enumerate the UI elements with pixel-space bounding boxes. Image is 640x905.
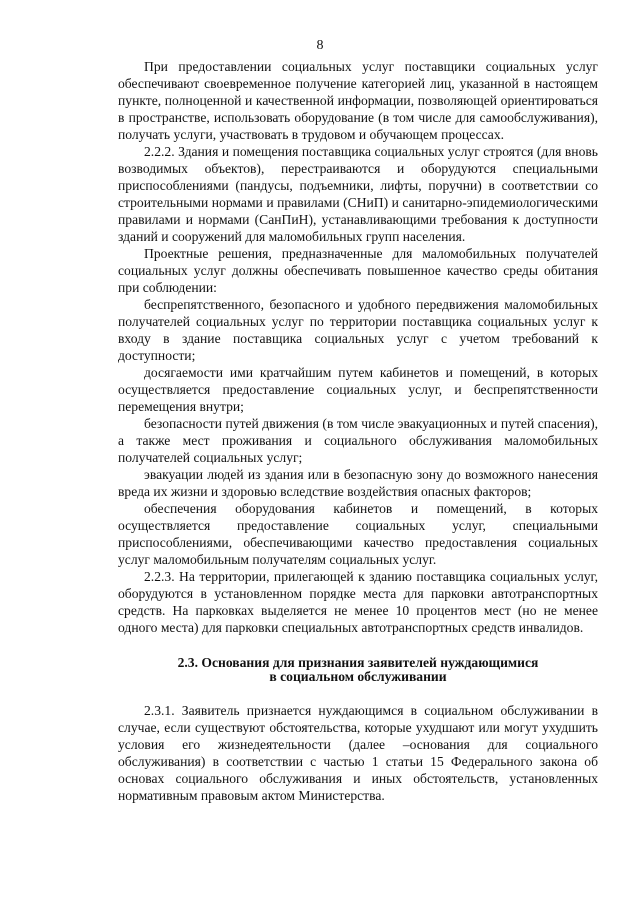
paragraph: безопасности путей движения (в том числе эвакуационных и путей спасения), а также мест проживания и социального обслуживания маломобильных получателей социальных услуг; — [118, 416, 598, 465]
paragraph: При предоставлении социальных услуг поставщики социальных услуг обеспечивают своевременное получение категорией лиц, указанной в настоящем пункте, полноценной и качественной информации, позволяющей ориентироваться в пространстве, использовать оборудование (в том числе для самообслуживания), получать услуги, участвовать в трудовом и обучающем процессах. — [118, 59, 598, 142]
paragraph: обеспечения оборудования кабинетов и помещений, в которых осуществляется предоставление социальных услуг, специальными приспособлениями, обеспечивающими качество предоставления социальных услуг маломобильным получателям социальных услуг. — [118, 501, 598, 567]
section-heading-line-1: 2.3. Основания для признания заявителей нуждающимися — [177, 655, 539, 670]
section-heading — [118, 656, 598, 684]
section-heading-line-2: в социальном обслуживании — [269, 669, 447, 684]
paragraph: 2.2.3. На территории, прилегающей к зданию поставщика социальных услуг, оборудуются в установленном порядке места для парковки автотранспортных средств. На парковках выделяется не менее 10 процентов мест (но не менее одного места) для парковки специальных автотранспортных средств инвалидов. — [118, 569, 598, 635]
paragraph: 2.2.2. Здания и помещения поставщика социальных услуг строятся (для вновь возводимых объектов), перестраиваются и оборудуются специальными приспособлениями (пандусы, подъемники, лифты, поручни) в соответствии со строительными нормами и правилами (СНиП) и санитарно-эпидемиологическими правилами и нормами (СанПиН), устанавливающими требования к доступности зданий и сооружений для маломобильных групп населения. — [118, 144, 598, 244]
paragraph: Проектные решения, предназначенные для маломобильных получателей социальных услуг должны обеспечивать повышенное качество среды обитания при соблюдении: — [118, 246, 598, 295]
paragraph: досягаемости ими кратчайшим путем кабинетов и помещений, в которых осуществляется предоставление социальных услуг, и беспрепятственности перемещения внутри; — [118, 365, 598, 414]
page-number: 8 — [316, 38, 324, 53]
paragraph: эвакуации людей из здания или в безопасную зону до возможного нанесения вреда их жизни и здоровью вследствие воздействия опасных факторов; — [118, 467, 598, 499]
document-body — [118, 58, 598, 804]
paragraph: 2.3.1. Заявитель признается нуждающимся в социальном обслуживании в случае, если существуют обстоятельства, которые ухудшают или могут ухудшить условия его жизнедеятельности (далее –основания для социального обслуживания) в соответствии с частью 1 статьи 15 Федерального закона об основах социального обслуживания и иных обстоятельств, установленных нормативным правовым актом Министерства. — [118, 703, 598, 803]
paragraph: беспрепятственного, безопасного и удобного передвижения маломобильных получателей социальных услуг по территории поставщика социальных услуг к входу в здание поставщика социальных услуг с учетом требований к доступности; — [118, 297, 598, 363]
